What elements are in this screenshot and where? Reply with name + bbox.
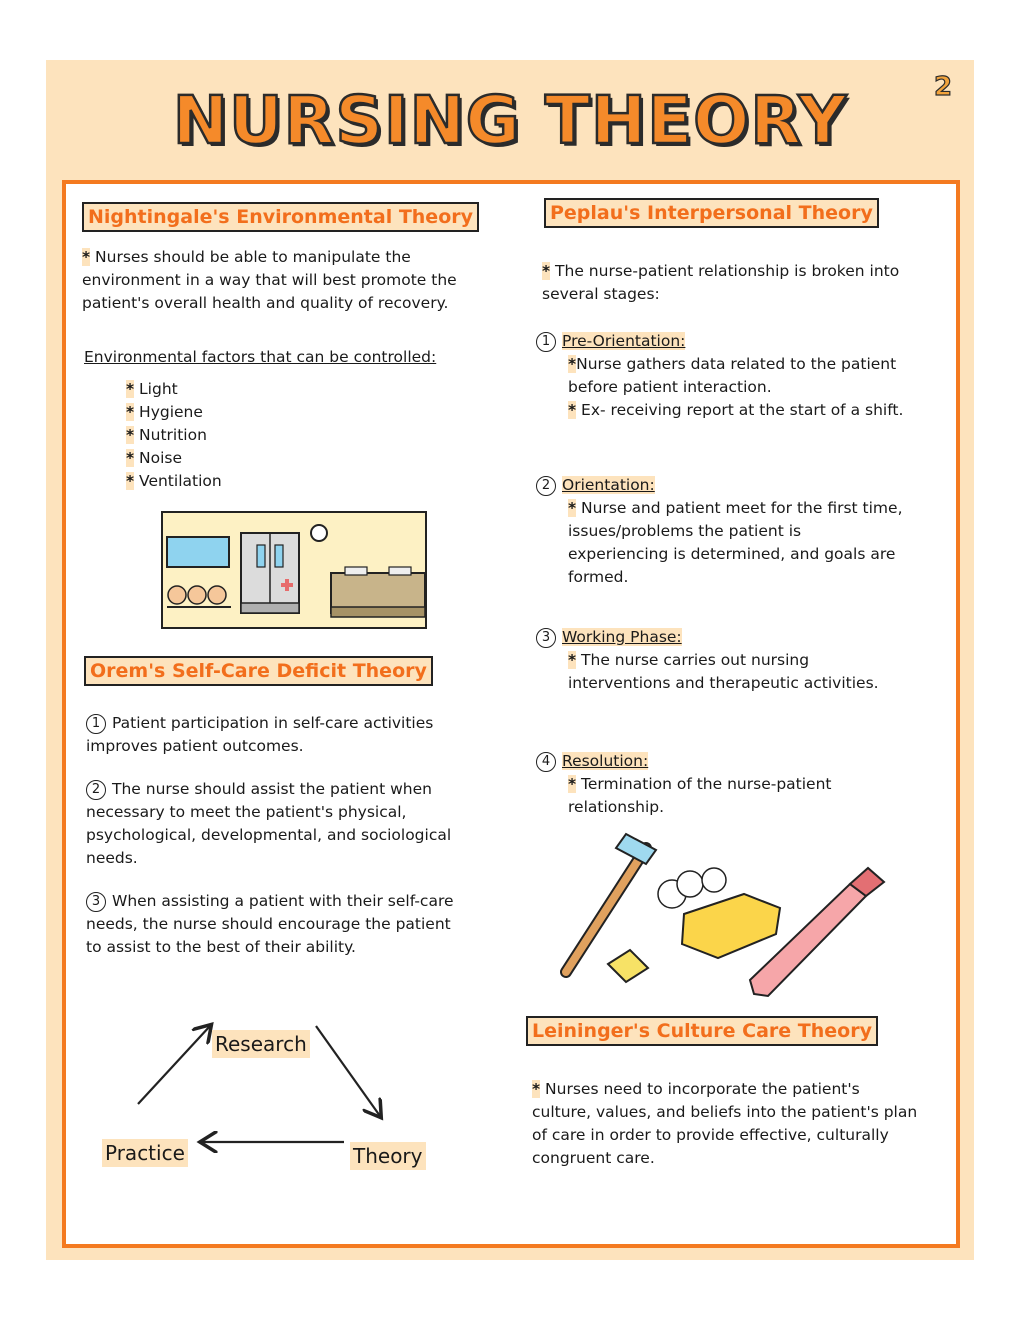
orem-point-text: When assisting a patient with their self-care needs, the nurse should encourage the patient to assist to the best of their ability.: [86, 892, 454, 956]
number-badge: 2: [536, 476, 556, 496]
number-badge: 4: [536, 752, 556, 772]
document-page: [46, 60, 974, 1260]
bullet-icon: *: [126, 449, 135, 467]
orem-heading: Orem's Self-Care Deficit Theory: [84, 656, 433, 686]
bullet-icon: *: [568, 401, 577, 419]
bullet-icon: *: [126, 472, 135, 490]
bullet-icon: *: [126, 403, 135, 421]
leininger-heading: Leininger's Culture Care Theory: [526, 1016, 878, 1046]
number-badge: 1: [536, 332, 556, 352]
stage-detail: *Nurse gathers data related to the patient before patient interaction.: [568, 355, 897, 396]
page-number: 2: [934, 72, 953, 102]
orem-point: [86, 890, 456, 959]
cycle-practice-label: Practice: [102, 1139, 188, 1167]
peplau-stage: [536, 750, 906, 819]
bullet-icon: *: [532, 1080, 541, 1098]
peplau-intro-text: The nurse-patient relationship is broken into several stages:: [542, 262, 900, 303]
bullet-icon: *: [568, 355, 577, 373]
cycle-theory-label: Theory: [350, 1142, 426, 1170]
hygiene-supplies-illustration: [554, 824, 904, 1014]
content-panel: [62, 180, 960, 1248]
factors-label: Environmental factors that can be controlled:: [84, 348, 437, 366]
bullet-icon: *: [568, 499, 577, 517]
stage-name: Working Phase:: [562, 628, 682, 646]
orem-point-text: The nurse should assist the patient when necessary to meet the patient's physical, psychological, developmental, and sociological needs.: [86, 780, 452, 867]
list-item: * Nutrition: [126, 426, 207, 444]
page-title: NURSING THEORY: [172, 82, 848, 159]
number-badge: 2: [86, 780, 106, 800]
nightingale-heading: Nightingale's Environmental Theory: [82, 202, 479, 232]
stage-name: Pre-Orientation:: [562, 332, 686, 350]
stage-detail: * The nurse carries out nursing interventions and therapeutic activities.: [568, 651, 879, 692]
orem-point: [86, 778, 456, 870]
orem-point: [86, 712, 456, 758]
room-illustration: [161, 511, 427, 629]
stage-name: Orientation:: [562, 476, 655, 494]
bullet-icon: *: [568, 651, 577, 669]
peplau-intro: [542, 260, 922, 306]
bullet-icon: *: [542, 262, 551, 280]
factors-list: [126, 378, 222, 493]
peplau-stage: [536, 330, 906, 422]
list-item: * Hygiene: [126, 403, 203, 421]
orem-point-text: Patient participation in self-care activities improves patient outcomes.: [86, 714, 434, 755]
stage-detail: * Termination of the nurse-patient relationship.: [568, 775, 832, 816]
bullet-icon: *: [126, 380, 135, 398]
number-badge: 3: [536, 628, 556, 648]
peplau-stage: [536, 474, 906, 589]
list-item: * Ventilation: [126, 472, 222, 490]
stage-detail: * Ex- receiving report at the start of a shift.: [568, 401, 904, 419]
number-badge: 1: [86, 714, 106, 734]
peplau-heading: Peplau's Interpersonal Theory: [544, 198, 879, 228]
leininger-body-text: Nurses need to incorporate the patient's culture, values, and beliefs into the patient's plan of care in order to provide effective, culturally congruent care.: [532, 1080, 918, 1167]
nightingale-body-text: Nurses should be able to manipulate the environment in a way that will best promote the patient's overall health and quality of recovery.: [82, 248, 457, 312]
stage-detail: * Nurse and patient meet for the first time, issues/problems the patient is experiencing is determined, and goals are formed.: [568, 499, 903, 586]
list-item: * Noise: [126, 449, 183, 467]
leininger-body: [532, 1078, 922, 1170]
stage-name: Resolution:: [562, 752, 649, 770]
cycle-research-label: Research: [212, 1030, 310, 1058]
peplau-stage: [536, 626, 906, 695]
bullet-icon: *: [82, 248, 91, 266]
bullet-icon: *: [568, 775, 577, 793]
list-item: * Light: [126, 380, 178, 398]
number-badge: 3: [86, 892, 106, 912]
bullet-icon: *: [126, 426, 135, 444]
nightingale-body: [82, 246, 512, 315]
